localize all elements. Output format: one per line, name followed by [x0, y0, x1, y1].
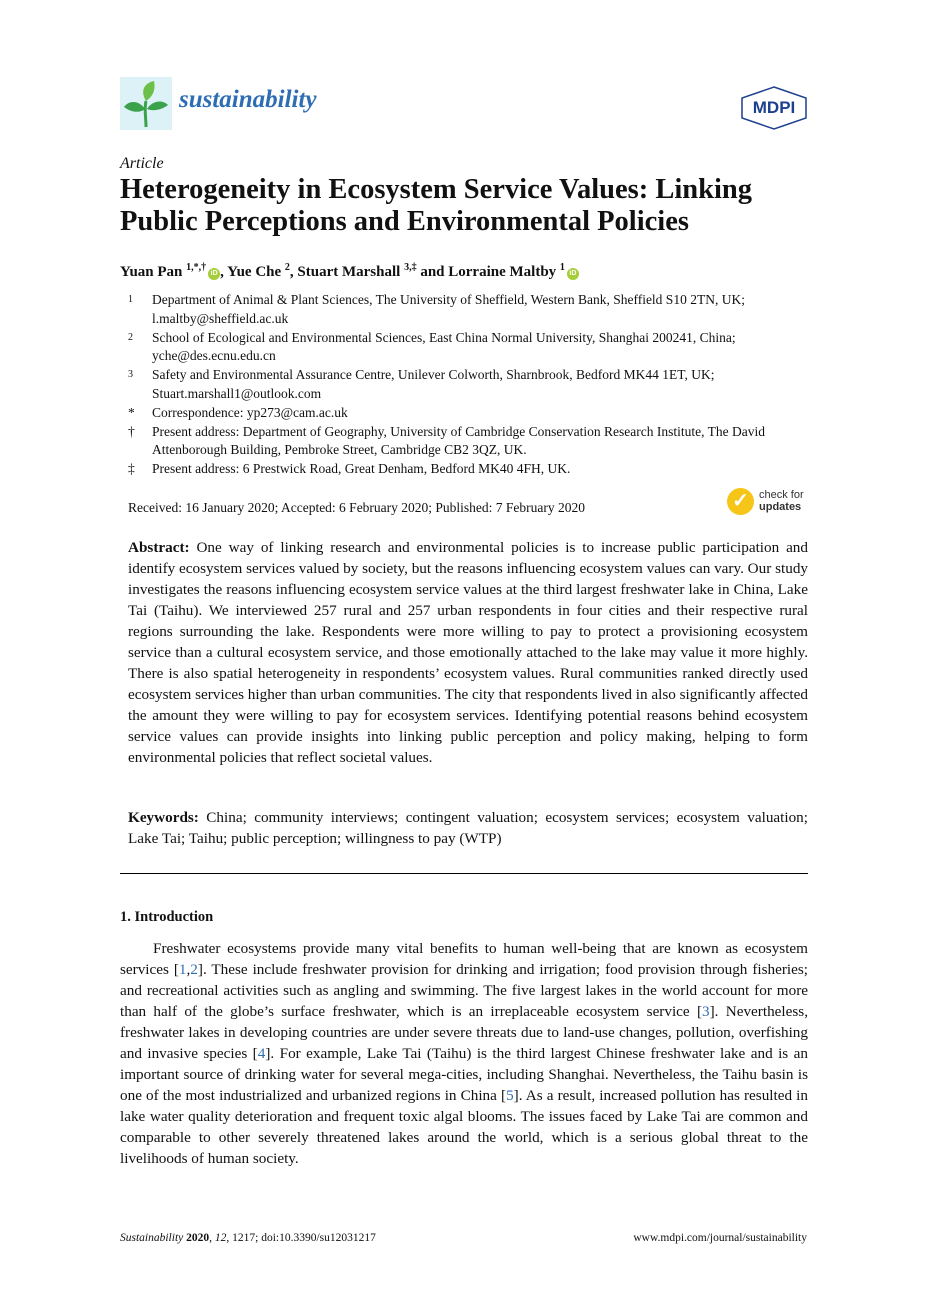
keywords-label: Keywords:: [128, 809, 199, 826]
author-name[interactable]: Yuan Pan: [120, 264, 183, 280]
orcid-icon[interactable]: iD: [567, 268, 579, 280]
reference-link[interactable]: 2: [190, 961, 198, 978]
reference-link[interactable]: 4: [257, 1045, 266, 1062]
svg-text:MDPI: MDPI: [752, 98, 796, 117]
abstract-text: One way of linking research and environmental policies is to increase public participation and identify ecosystem services valued by society, but the reasons influencing ecosystem values can vary. Our study investigates the reasons influencing ecosystem service values at the third largest freshwater lake in China, Lake Tai (Taihu). We interviewed 257 rural and 257 urban respondents in four cities and their respective rural regions surrounding the lake. Respondents were more willing to pay to protect a provisioning ecosystem service than a cultural ecosystem service, and those emotionally attached to the lake may value it more highly. There is also spatial heterogeneity in respondents’ ecosystem values. Rural communities ranked directly used ecosystem services higher than urban communities. The city that respondents lived in also significantly affected the amount they were willing to pay for ecosystem services. Identifying potential reasons behind ecosystem service values can provide insights into linking public perception and policy making, helping to form environmental policies that reflect societal values.: [128, 539, 809, 766]
author-list: [120, 262, 579, 281]
author-separator: ,: [289, 264, 298, 280]
author-name[interactable]: Lorraine Maltby: [448, 264, 557, 280]
paper-title: Heterogeneity in Ecosystem Service Values: Linking Public Perceptions and Environmental Policies: [120, 174, 752, 237]
affiliation-mark: *: [128, 404, 135, 420]
affiliation: [128, 404, 818, 423]
article-type: Article: [120, 155, 164, 172]
check-updates-line1: check for: [759, 489, 804, 501]
check-updates-line2: updates: [759, 501, 802, 513]
abstract-label: Abstract:: [128, 539, 190, 556]
footer-journal: Sustainability: [120, 1232, 184, 1244]
checkmark-icon: ✓: [727, 488, 754, 515]
author-affiliation-marks: 2: [284, 262, 290, 273]
author-name[interactable]: Yue Che: [227, 264, 282, 280]
affiliation-text: Department of Animal & Plant Sciences, The University of Sheffield, Western Bank, Sheffield S10 2TN, UK; l.maltby@sheffield.ac.uk: [152, 292, 745, 326]
footer-doi: , 1217; doi:10.3390/su12031217: [226, 1232, 376, 1244]
affiliation-mark: 1: [128, 294, 133, 305]
footer-year: 2020: [186, 1232, 210, 1244]
affiliation: [128, 460, 818, 479]
intro-text: Freshwater ecosystems provide many vital benefits to human well-being that are known as ecosystem services [: [120, 940, 808, 978]
mdpi-logo: [740, 86, 808, 130]
author-affiliation-marks: 1: [559, 262, 565, 273]
reference-link[interactable]: 5: [506, 1087, 514, 1104]
affiliation-mark: 2: [128, 331, 133, 343]
affiliation: [128, 291, 818, 329]
affiliation-mark: †: [128, 423, 135, 439]
author-separator: and: [416, 264, 449, 280]
orcid-icon[interactable]: iD: [208, 268, 220, 280]
affiliation-mark: ‡: [128, 461, 135, 477]
affiliation: [128, 423, 818, 461]
keywords: [128, 807, 808, 849]
journal-url-link[interactable]: www.mdpi.com/journal/sustainability: [633, 1232, 807, 1244]
intro-text: ]. As a result, increased pollution has resulted in lake water quality deterioration and frequent toxic algal blooms. The issues faced by Lake Tai are common and comparable to other severely threatened lakes around the world, which is a serious global threat to the livelihoods of human society.: [120, 1087, 808, 1167]
intro-text: ,: [186, 961, 191, 978]
affiliation-text: Safety and Environmental Assurance Centre, Unilever Colworth, Sharnbrook, Bedford MK44 1ET, UK; Stuart.marshall1@outlook.com: [152, 367, 715, 401]
author-affiliation-marks: 1,*,†: [186, 262, 207, 273]
footer-volume: 12: [214, 1232, 227, 1244]
abstract: [128, 537, 808, 768]
keywords-text: China; community interviews; contingent valuation; ecosystem services; ecosystem valuation; Lake Tai; Taihu; public perception; willingness to pay (WTP): [128, 809, 808, 847]
divider: [120, 873, 808, 874]
intro-text: ]. For example, Lake Tai (Taihu) is the third largest Chinese freshwater lake and is an important source of drinking water for several mega-cities, including Shanghai. Nevertheless, the Taihu basin is one of the most industrialized and urbanized regions in China [: [120, 1045, 808, 1104]
affiliations: [128, 291, 818, 479]
affiliation: [128, 329, 818, 367]
citation-footer: Sustainability 2020, 12, 1217; doi:10.3390/su12031217: [120, 1232, 376, 1244]
journal-name: sustainability: [179, 86, 317, 113]
affiliation-mark: 3: [128, 369, 133, 381]
journal-logo-icon: [120, 77, 172, 130]
reference-link[interactable]: 3: [702, 1003, 710, 1020]
affiliation-text: Correspondence: yp273@cam.ac.uk: [152, 404, 348, 420]
section-heading: 1. Introduction: [120, 909, 214, 925]
intro-text: ]. Nevertheless, freshwater lakes in developing countries are under severe threats due to land-use changes, pollution, overfishing and invasive species [: [120, 1003, 808, 1062]
affiliation: [128, 366, 818, 404]
affiliation-text: Present address: 6 Prestwick Road, Great Denham, Bedford MK40 4FH, UK.: [152, 461, 571, 477]
affiliation-text: School of Ecological and Environmental Sciences, East China Normal University, Shanghai 200241, China; yche@des.ecnu.edu.cn: [152, 329, 736, 364]
author-affiliation-marks: 3,‡: [404, 262, 417, 273]
publication-dates: Received: 16 January 2020; Accepted: 6 February 2020; Published: 7 February 2020: [128, 500, 586, 515]
affiliation-text: Present address: Department of Geography, University of Cambridge Conservation Research Institute, The David Attenborough Building, Pembroke Street, Cambridge CB2 3QZ, UK.: [152, 423, 765, 458]
author-name[interactable]: Stuart Marshall: [297, 264, 401, 280]
reference-link[interactable]: 1: [178, 961, 187, 978]
check-for-updates-button[interactable]: [727, 488, 804, 515]
author-separator: ,: [220, 264, 228, 280]
intro-paragraph: [120, 938, 808, 1169]
intro-text: ]. These include freshwater provision for drinking and irrigation; food provision through fisheries; and recreational activities such as angling and swimming. The five largest lakes in the world account for more than half of the globe’s surface freshwater, which is an irreplaceable ecosystem service [: [120, 961, 808, 1020]
